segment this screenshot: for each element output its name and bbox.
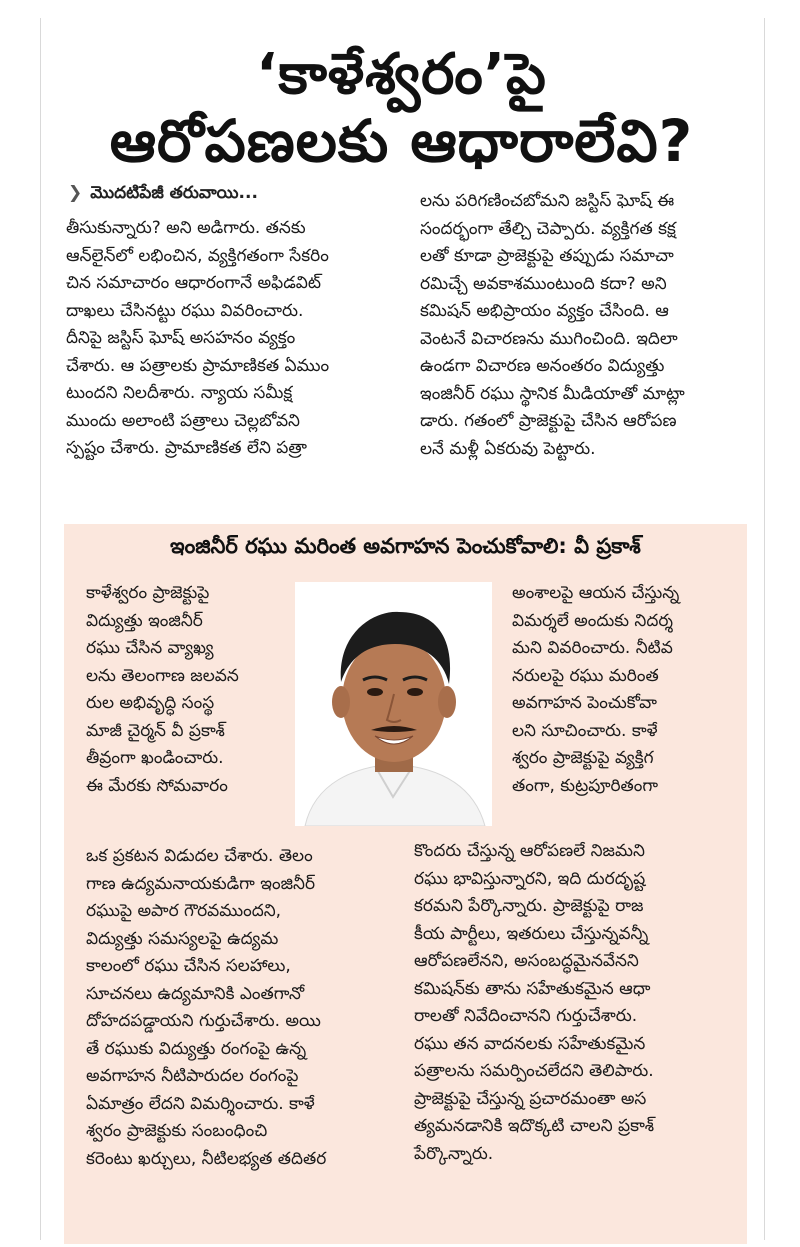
text-line: శ్వరం ప్రాజెక్టుపై వ్యక్తిగ — [512, 748, 654, 768]
sidebar-headline: ఇంజినీర్ రఘు మరింత అవగాహన పెంచుకోవాలి: వీ ప్రకాశ్ — [170, 534, 641, 558]
text-line: తీవ్రంగా ఖండించారు. — [86, 748, 224, 768]
text-line: దోహదపడ్డాయని గుర్తుచేశారు. అయి — [86, 1011, 321, 1031]
text-line: ఇంజినీర్ రఘు స్థానిక మీడియాతో మాట్లా — [420, 383, 685, 404]
text-line: శ్వరం ప్రాజెక్టుకు సంబంధించి — [86, 1121, 268, 1141]
text-line: లను తెలంగాణ జలవన — [86, 665, 239, 686]
text-line: తంగా, కుట్రపూరితంగా — [512, 775, 659, 796]
article-column-1 — [66, 215, 396, 463]
text-line: ఒక ప్రకటన విడుదల చేశారు. తెలం — [86, 846, 313, 866]
text-line: కరెంటు ఖర్చులు, నీటిలభ్యత తదితర — [86, 1148, 327, 1169]
article-column-2 — [420, 188, 750, 463]
text-line: చిన సమాచారం ఆధారంగానే అఫిడవిట్ — [66, 273, 322, 293]
text-line: రుల అభివృద్ధి సంస్థ — [86, 693, 215, 713]
text-line: రాలతో నివేదించానని గుర్తుచేశారు. — [414, 1006, 638, 1026]
text-line: మాజీ చైర్మన్ వీ ప్రకాశ్ — [86, 720, 225, 741]
text-line: కొందరు చేస్తున్న ఆరోపణలే నిజమని — [414, 841, 645, 861]
text-line: ఈ మేరకు సోమవారం — [86, 775, 228, 796]
chevron-right-icon: ❯ — [68, 183, 83, 203]
text-line: తే రఘుకు విద్యుత్తు రంగంపై ఉన్న — [86, 1038, 307, 1059]
text-line: లని సూచించారు. కాళే — [512, 720, 658, 741]
text-line: కాలంలో రఘు చేసిన సలహాలు, — [86, 956, 291, 976]
text-line: దీనిపై జస్టిస్ ఘోష్ అసహనం వ్యక్తం — [66, 328, 296, 348]
text-line: రఘు చేసిన వ్యాఖ్య — [86, 638, 214, 658]
headline-line-2: ఆరోపణలకు ఆధారాలేవి? — [109, 107, 694, 175]
text-line: అవగాహన పెంచుకోవా — [512, 693, 657, 713]
text-line: లతో కూడా ప్రాజెక్టుపై తప్పుడు సమాచా — [420, 246, 674, 266]
continuation-kicker — [68, 183, 258, 207]
text-line: ఆన్‌లైన్‌లో లభించిన, వ్యక్తిగతంగా సేకరిం — [66, 245, 329, 266]
sidebar-column-bottom-left — [86, 843, 406, 1173]
text-line: లనే మళ్లీ ఏకరువు పెట్టారు. — [420, 438, 596, 459]
text-line: ప్రాజెక్టుపై చేస్తున్న ప్రచారమంతా అస — [414, 1088, 647, 1109]
text-line: ముందు అలాంటి పత్రాలు చెల్లబోవని — [66, 410, 300, 431]
text-line: అవగాహన నీటిపారుదల రంగంపై — [86, 1066, 299, 1086]
text-line: లను పరిగణించబోమని జస్టిస్ ఘోష్ ఈ — [420, 191, 675, 211]
text-line: మని వివరించారు. నీటివ — [512, 638, 673, 658]
text-line: నరులపై రఘు మరింత — [512, 665, 659, 686]
text-line: కరమని పేర్కొన్నారు. ప్రాజెక్టుపై రాజ — [414, 896, 644, 916]
text-line: విమర్శలే అందుకు నిదర్శ — [512, 610, 673, 631]
text-line: విద్యుత్తు ఇంజినీర్ — [86, 610, 203, 631]
text-line: వెంటనే విచారణను ముగించింది. ఇదిలా — [420, 328, 678, 349]
text-line: రమిచ్చే అవకాశముంటుంది కదా? అని — [420, 273, 667, 294]
text-line: త్యమనడానికి ఇదొక్కటి చాలని ప్రకాశ్ — [414, 1116, 655, 1136]
text-line: కీయ పార్టీలు, ఇతరులు చేస్తున్నవన్నీ — [414, 923, 649, 944]
text-line: చేశారు. ఆ పత్రాలకు ప్రామాణికత ఏముం — [66, 355, 330, 376]
text-line: రఘు భావిస్తున్నారని, ఇది దురదృష్ట — [414, 868, 646, 889]
kicker-text: మొదటిపేజీ తరువాయి... — [90, 183, 258, 203]
sidebar-column-bottom-right — [414, 838, 734, 1168]
text-line: ఏమాత్రం లేదని విమర్శించారు. కాళే — [86, 1093, 315, 1114]
text-line: రఘు తన వాదనలకు సహేతుకమైన — [414, 1033, 646, 1054]
text-line: స్పష్టం చేశారు. ప్రామాణికత లేని పత్రా — [66, 438, 307, 458]
text-line: గాణ ఉద్యమనాయకుడిగా ఇంజినీర్ — [86, 873, 316, 894]
text-line: రఘుపై అపార గౌరవముందని, — [86, 901, 282, 921]
text-line: సూచనలు ఉద్యమానికి ఎంతగానో — [86, 983, 305, 1004]
text-line: డారు. గతంలో ప్రాజెక్టుపై చేసిన ఆరోపణ — [420, 411, 677, 431]
text-line: తీసుకున్నారు? అని అడిగారు. తనకు — [66, 218, 306, 238]
text-line: విద్యుత్తు సమస్యలపై ఉద్యమ — [86, 928, 279, 949]
text-line: అంశాలపై ఆయన చేస్తున్న — [512, 583, 680, 603]
text-line: ఉండగా విచారణ అనంతరం విద్యుత్తు — [420, 356, 665, 376]
text-line: కాళేశ్వరం ప్రాజెక్టుపై — [86, 583, 210, 603]
text-line: టుందని నిలదీశారు. న్యాయ సమీక్ష — [66, 383, 293, 403]
sidebar-column-left — [86, 580, 286, 800]
text-line: పేర్కొన్నారు. — [414, 1143, 494, 1164]
portrait-illustration — [295, 582, 492, 826]
text-line: సందర్భంగా తేల్చి చెప్పారు. వ్యక్తిగత కక్ష — [420, 218, 676, 239]
text-line: ఆరోపణలేనని, అసంబద్ధమైనవేనని — [414, 951, 639, 971]
text-line: దాఖలు చేసినట్టు రఘు వివరించారు. — [66, 300, 304, 321]
sidebar-column-right — [512, 580, 732, 800]
text-line: కమిషన్‌కు తాను సహేతుకమైన ఆధా — [414, 978, 651, 999]
headline-line-1: ‘కాళేశ్వరం’పై — [256, 42, 547, 107]
text-line: కమిషన్ అభిప్రాయం వ్యక్తం చేసింది. ఆ — [420, 301, 669, 321]
text-line: పత్రాలను సమర్పించలేదని తెలిపారు. — [414, 1061, 654, 1081]
portrait-photo — [295, 582, 492, 826]
